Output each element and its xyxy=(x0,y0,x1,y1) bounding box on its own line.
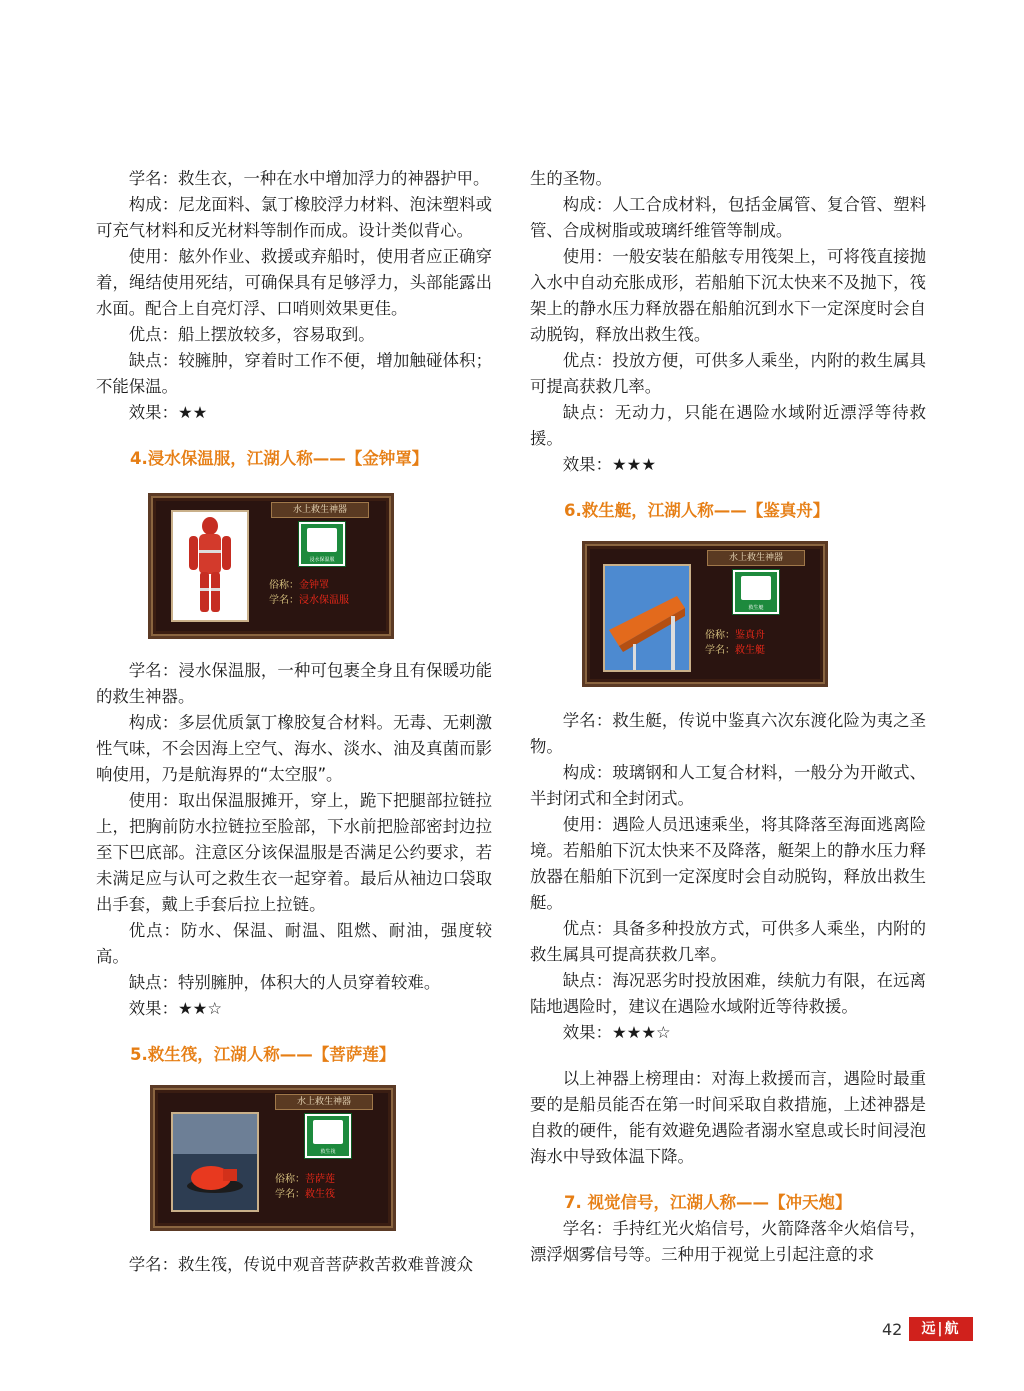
paragraph: 构成：人工合成材料，包括金属管、复合管、塑料管、合成树脂或玻璃纤维管等制成。 xyxy=(530,195,926,240)
section-heading-5: 5.救生筏，江湖人称——【菩萨莲】 xyxy=(130,1045,396,1064)
immersion-suit-figure xyxy=(148,493,394,639)
figure-caption: 俗称：鉴真舟 学名：救生艇 xyxy=(705,630,765,656)
paragraph: 使用：舷外作业、救援或弃船时，使用者应正确穿着，绳结使用死结，可确保具有足够浮力，头部能露出水面。配合上自亮灯浮、口哨则效果更佳。 xyxy=(96,247,492,318)
title-plate: 水上救生神器 xyxy=(275,1094,373,1110)
safety-sign-icon: 救生筏 xyxy=(305,1114,351,1158)
section-heading-6: 6.救生艇，江湖人称——【鉴真舟】 xyxy=(564,501,830,520)
paragraph: 缺点：较臃肿，穿着时工作不便，增加触碰体积；不能保温。 xyxy=(96,351,492,396)
page-number: 42 xyxy=(882,1320,903,1339)
paragraph: 优点：具备多种投放方式，可供多人乘坐，内附的救生属具可提高获救几率。 xyxy=(530,919,926,964)
paragraph: 学名：浸水保温服，一种可包裹全身且有保暖功能的救生神器。 xyxy=(96,661,492,706)
paragraph: 优点：投放方便，可供多人乘坐，内附的救生属具可提高获救几率。 xyxy=(530,351,926,396)
figure-caption: 俗称：菩萨莲 学名：救生筏 xyxy=(275,1174,335,1200)
paragraph: 效果：★★☆ xyxy=(128,999,223,1018)
paragraph: 效果：★★★☆ xyxy=(562,1023,671,1042)
title-plate: 水上救生神器 xyxy=(271,502,369,518)
left-column-lower xyxy=(96,658,492,1068)
paragraph: 使用：遇险人员迅速乘坐，将其降落至海面逃离险境。若船舶下沉太快来不及降落，艇架上的静水压力释放器在船舶下沉到一定深度时会自动脱钩，释放出救生艇。 xyxy=(530,815,926,912)
paragraph: 构成：多层优质氯丁橡胶复合材料。无毒、无刺激性气味，不会因海上空气、海水、淡水、油及真菌而影响使用，乃是航海界的“太空服”。 xyxy=(96,713,492,784)
paragraph: 效果：★★ xyxy=(128,403,208,422)
left-column xyxy=(96,166,492,472)
lifeboat-figure xyxy=(582,541,828,687)
safety-sign-icon: 浸水保温服 xyxy=(299,522,345,566)
paragraph: 学名：手持红光火焰信号，火箭降落伞火焰信号，漂浮烟雾信号等。三种用于视觉上引起注意的求 xyxy=(530,1219,926,1264)
immersion-suit-photo xyxy=(171,510,249,622)
section-heading-7: 7. 视觉信号，江湖人称——【冲天炮】 xyxy=(564,1193,852,1212)
figure-caption: 俗称：金钟罩 学名：浸水保温服 xyxy=(269,580,349,606)
paragraph: 学名：救生艇，传说中鉴真六次东渡化险为夷之圣物。 xyxy=(530,711,926,756)
summary-paragraph: 以上神器上榜理由：对海上救援而言，遇险时最重要的是船员能否在第一时间采取自救措施，上述神器是自救的硬件，能有效避免遇险者溺水窒息或长时间浸泡海水中导致体温下降。 xyxy=(530,1069,926,1166)
paragraph: 缺点：海况恶劣时投放困难，续航力有限，在远离陆地遇险时，建议在遇险水域附近等待救援。 xyxy=(530,971,926,1016)
paragraph: 学名：救生筏，传说中观音菩萨救苦救难普渡众 xyxy=(128,1255,473,1274)
paragraph: 优点：防水、保温、耐温、阻燃、耐油，强度较高。 xyxy=(96,921,492,966)
right-column xyxy=(530,166,926,524)
paragraph: 生的圣物。 xyxy=(530,169,612,188)
safety-sign-icon: 救生艇 xyxy=(733,570,779,614)
paragraph: 缺点：特别臃肿，体积大的人员穿着较难。 xyxy=(128,973,441,992)
paragraph: 构成：玻璃钢和人工复合材料，一般分为开敞式、半封闭式和全封闭式。 xyxy=(530,763,926,808)
right-column-lower xyxy=(530,708,926,1268)
paragraph: 使用：取出保温服摊开，穿上，跪下把腿部拉链拉上，把胸前防水拉链拉至脸部，下水前把脸部密封边拉至下巴底部。注意区分该保温服是否满足公约要求，若未满足应与认可之救生衣一起穿着。最后从袖边口袋取出手套，戴上手套后拉上拉链。 xyxy=(96,791,492,914)
left-column-bottom xyxy=(96,1252,492,1278)
title-plate: 水上救生神器 xyxy=(707,550,805,566)
liferaft-figure xyxy=(150,1085,396,1231)
paragraph: 缺点：无动力，只能在遇险水域附近漂浮等待救援。 xyxy=(530,403,926,448)
paragraph: 优点：船上摆放较多，容易取到。 xyxy=(128,325,375,344)
paragraph: 构成：尼龙面料、氯丁橡胶浮力材料、泡沫塑料或可充气材料和反光材料等制作而成。设计类似背心。 xyxy=(96,195,492,240)
section-heading-4: 4.浸水保温服，江湖人称——【金钟罩】 xyxy=(130,449,429,468)
paragraph: 学名：救生衣，一种在水中增加浮力的神器护甲。 xyxy=(128,169,490,188)
paragraph: 效果：★★★ xyxy=(562,455,657,474)
liferaft-photo xyxy=(171,1112,259,1212)
lifeboat-photo xyxy=(603,564,691,672)
magazine-logo: 远|航 xyxy=(909,1317,973,1341)
paragraph: 使用：一般安装在船舷专用筏架上，可将筏直接抛入水中自动充胀成形，若船舶下沉太快来不及抛下，筏架上的静水压力释放器在船舶沉到水下一定深度时会自动脱钩，释放出救生筏。 xyxy=(530,247,926,344)
